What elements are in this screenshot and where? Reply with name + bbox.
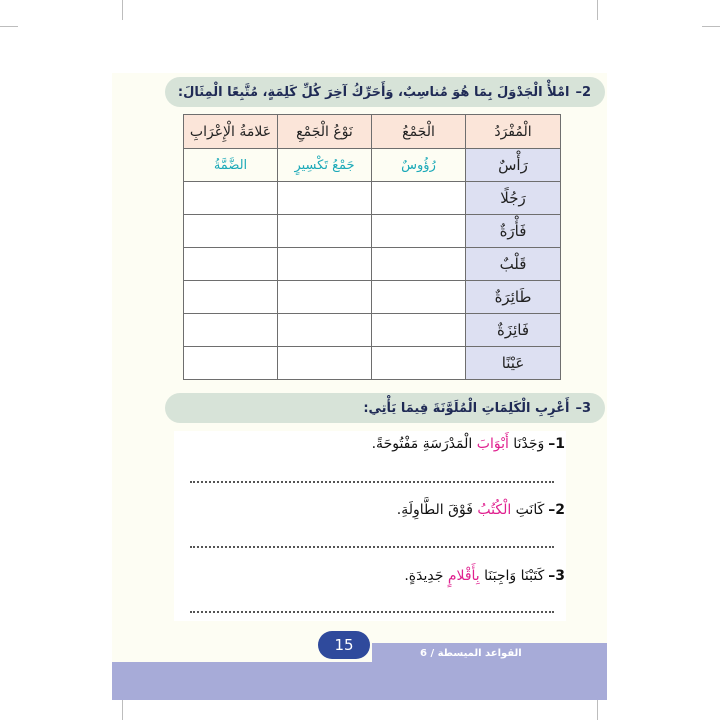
table-row xyxy=(184,281,561,314)
question-text: الْمَدْرَسَةِ مَفْتُوحَةً. xyxy=(371,436,477,452)
question-3 xyxy=(404,568,565,584)
cell-word: قَلْبٌ xyxy=(466,248,561,281)
question-text: فَوْقَ الطَّاوِلَةِ. xyxy=(396,502,478,518)
highlighted-word: بِأَقْلامٍ xyxy=(447,568,480,584)
book-title: القواعد الميسطة / 6 xyxy=(420,648,522,659)
question-text: جَدِيدَةٍ. xyxy=(404,568,448,584)
cell-type-blank[interactable] xyxy=(278,347,372,380)
cell-sign-blank[interactable] xyxy=(184,182,278,215)
cell-plural-answer: رُؤُوسٌ xyxy=(372,149,466,182)
table-row xyxy=(184,347,561,380)
highlighted-word: أَبْوَابَ xyxy=(476,436,509,452)
header-case-sign: عَلامَةُ الْإِعْرَابِ xyxy=(184,115,278,149)
crop-mark xyxy=(122,700,123,720)
page-number: 15 xyxy=(318,631,370,659)
answer-line-3[interactable] xyxy=(190,611,554,613)
crop-mark xyxy=(597,0,598,20)
header-singular: الْمُفْرَدُ xyxy=(466,115,561,149)
table-row xyxy=(184,314,561,347)
cell-type-blank[interactable] xyxy=(278,281,372,314)
table-header-row xyxy=(184,115,561,149)
cell-type-blank[interactable] xyxy=(278,314,372,347)
section-3-instruction: أَعْرِبِ الْكَلِمَاتِ الْمُلَوَّنَةَ فِيمَا يَأْتِي: xyxy=(363,400,570,416)
question-number: 3– xyxy=(548,568,565,584)
questions-box xyxy=(174,431,566,621)
cell-word: فَأْرَةٌ xyxy=(466,215,561,248)
header-plural: الْجَمْعُ xyxy=(372,115,466,149)
question-number: 2– xyxy=(548,502,565,518)
cell-sign-answer: الضَّمَّةُ xyxy=(184,149,278,182)
crop-mark xyxy=(0,26,18,27)
cell-word: فَائِزَةٌ xyxy=(466,314,561,347)
cell-plural-blank[interactable] xyxy=(372,182,466,215)
question-text: كَتَبْنَا وَاجِبَنَا xyxy=(479,568,545,584)
cell-sign-blank[interactable] xyxy=(184,347,278,380)
cell-sign-blank[interactable] xyxy=(184,248,278,281)
cell-word: رَجُلًا xyxy=(466,182,561,215)
cell-plural-blank[interactable] xyxy=(372,248,466,281)
cell-plural-blank[interactable] xyxy=(372,215,466,248)
section-2-instruction: امْلأْ الْجَدْوَلَ بِمَا هُوَ مُناسِبٌ، وَأَحَرِّكُ آخِرَ كُلِّ كَلِمَةٍ، مُتَّبِعًا الْمِثَالَ: xyxy=(177,84,570,100)
question-text: وَجَدْنَا xyxy=(508,436,545,452)
question-2 xyxy=(397,502,565,518)
highlighted-word: الْكُتُبُ xyxy=(477,502,512,518)
cell-type-blank[interactable] xyxy=(278,215,372,248)
cell-plural-blank[interactable] xyxy=(372,347,466,380)
section-3-header xyxy=(165,393,605,423)
cell-sign-blank[interactable] xyxy=(184,314,278,347)
answer-line-2[interactable] xyxy=(190,546,554,548)
table-row xyxy=(184,182,561,215)
cell-word: طَائِرَةٌ xyxy=(466,281,561,314)
table-row-example xyxy=(184,149,561,182)
table-row xyxy=(184,248,561,281)
question-text: كَانَتِ xyxy=(511,502,545,518)
cell-sign-blank[interactable] xyxy=(184,281,278,314)
cell-plural-blank[interactable] xyxy=(372,314,466,347)
answer-line-1[interactable] xyxy=(190,481,554,483)
crop-mark xyxy=(597,700,598,720)
section-2-number: 2– xyxy=(575,84,591,100)
plural-table xyxy=(183,114,561,380)
section-2-header xyxy=(165,77,605,107)
crop-mark xyxy=(122,0,123,20)
cell-word: عَيْنًا xyxy=(466,347,561,380)
cell-sign-blank[interactable] xyxy=(184,215,278,248)
crop-mark xyxy=(702,26,720,27)
question-number: 1– xyxy=(548,436,565,452)
section-3-number: 3– xyxy=(575,400,591,416)
question-1 xyxy=(372,436,565,452)
cell-type-blank[interactable] xyxy=(278,248,372,281)
table-row xyxy=(184,215,561,248)
cell-plural-blank[interactable] xyxy=(372,281,466,314)
header-plural-type: نَوْعُ الْجَمْعِ xyxy=(278,115,372,149)
cell-word: رَأْسٌ xyxy=(466,149,561,182)
cell-type-blank[interactable] xyxy=(278,182,372,215)
cell-type-answer: جَمْعُ تَكْسِيرٍ xyxy=(278,149,372,182)
